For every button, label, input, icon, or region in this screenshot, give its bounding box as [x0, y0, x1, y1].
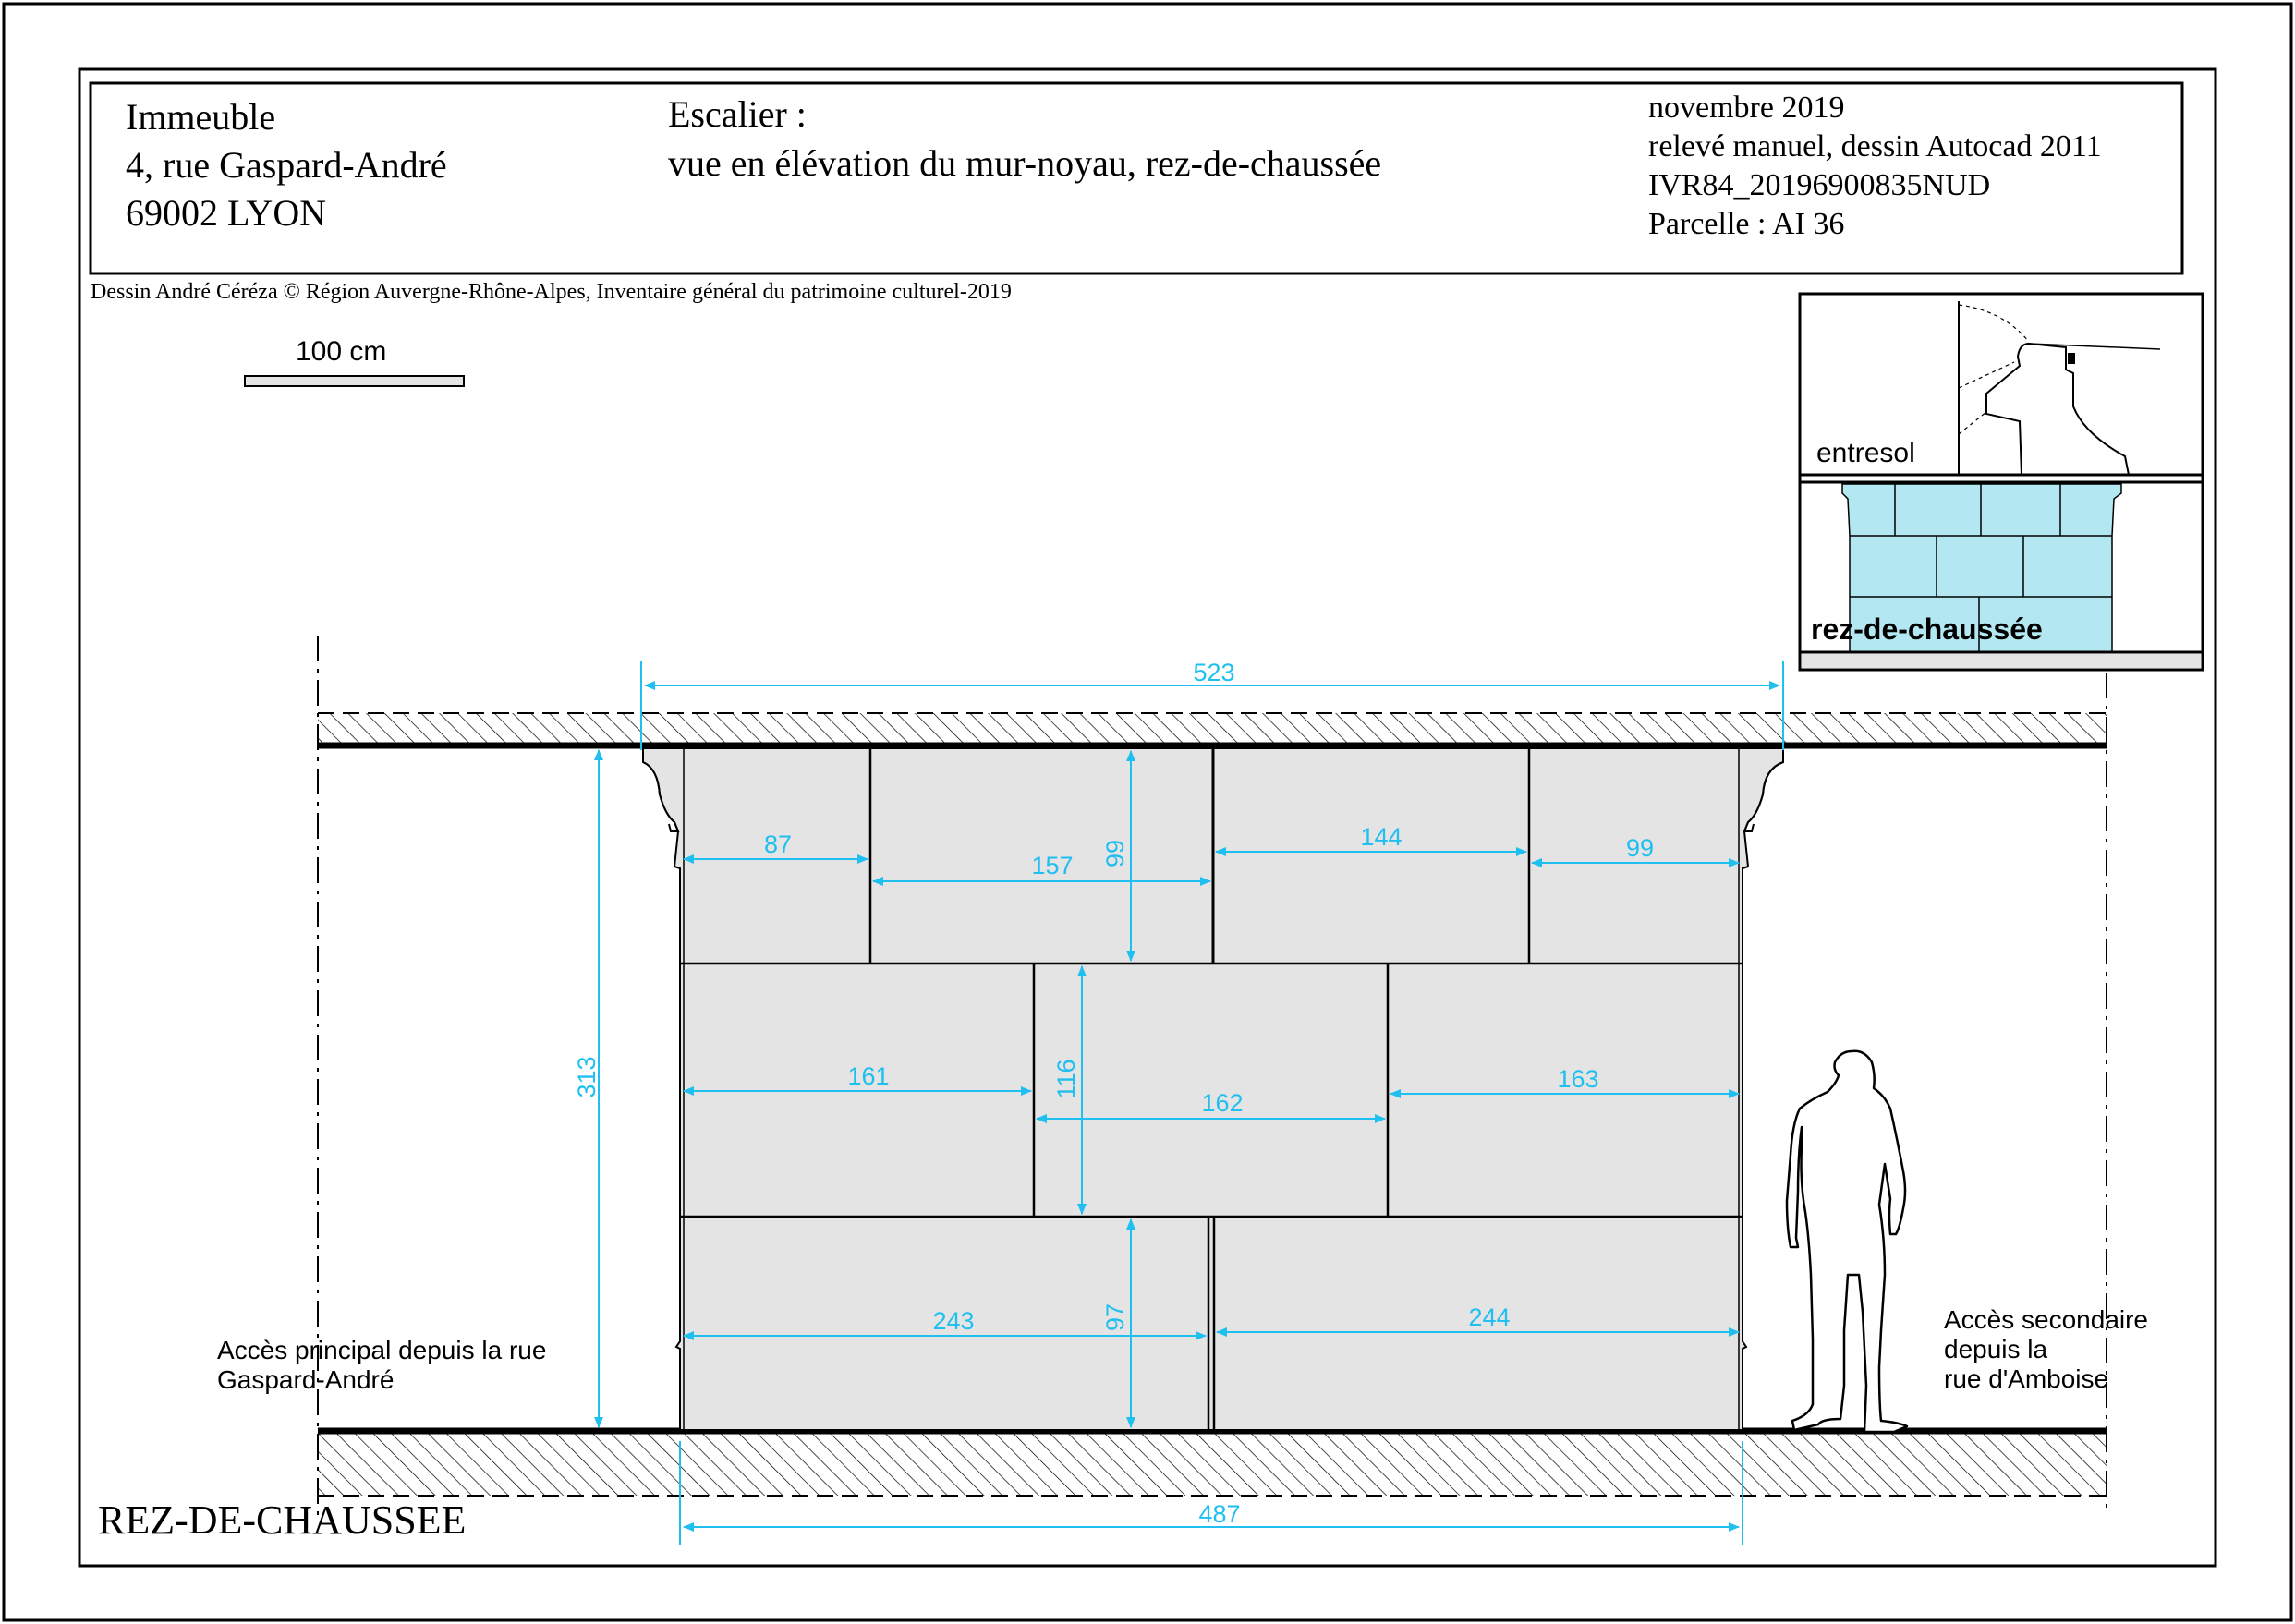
dim-r1-3: 144 [1360, 823, 1402, 851]
scale-bar [245, 336, 464, 386]
svg-text:Accès principal depuis la rue [217, 1336, 553, 1394]
dim-r2-1: 161 [847, 1062, 890, 1090]
person-figure-icon [1787, 1051, 1907, 1432]
building-line-3: 69002 LYON [126, 192, 327, 234]
scale-bar-label: 100 cm [296, 336, 387, 367]
building-line-2: 4, rue Gaspard-André [126, 144, 447, 186]
inset-upper-label: entresol [1816, 438, 1915, 468]
credit-line: Dessin André Céréza © Région Auvergne-Rhône-Alpes, Inventaire général du patrimoine culturel-2019 [91, 280, 1012, 304]
dim-height: 313 [573, 1056, 601, 1098]
right-access-line-3: rue d'Amboise [1944, 1364, 2109, 1393]
dim-r2-height: 116 [1052, 1059, 1080, 1099]
ceiling-slab [318, 713, 2107, 745]
right-access-line-1: Accès secondaire [1944, 1305, 2149, 1334]
dim-r2-2: 162 [1201, 1089, 1244, 1117]
dim-r1-4: 99 [1625, 834, 1655, 862]
dim-r1-2: 157 [1031, 852, 1074, 879]
dim-r2-3: 163 [1557, 1065, 1599, 1093]
dim-r3-1: 243 [932, 1307, 975, 1335]
subject-line-1: Escalier : [668, 93, 807, 135]
meta-method: relevé manuel, dessin Autocad 2011 [1648, 129, 2102, 164]
svg-text:Accès secondaire depuis [1944, 1305, 2155, 1393]
svg-text:Escalier : vue en élévat [668, 93, 1381, 184]
dim-top-total: 523 [1193, 659, 1235, 686]
left-access-line-2: Gaspard-André [217, 1365, 395, 1394]
level-label: REZ-DE-CHAUSSEE [98, 1497, 467, 1543]
subject-line-2: vue en élévation du mur-noyau, rez-de-chaussée [668, 142, 1382, 184]
left-access-line-1: Accès principal depuis la rue [217, 1336, 547, 1364]
inset-lower-label: rez-de-chaussée [1811, 612, 2043, 646]
dim-r1-1: 87 [763, 830, 793, 858]
svg-text:novembre 2019 relevé man [1648, 91, 2109, 241]
dim-r3-2: 244 [1468, 1303, 1511, 1331]
title-block [91, 83, 2182, 273]
meta-date: novembre 2019 [1648, 91, 1845, 125]
location-inset [1800, 294, 2203, 670]
meta-parcel: Parcelle : AI 36 [1648, 207, 1845, 241]
dim-r3-height: 97 [1101, 1303, 1129, 1332]
building-line-1: Immeuble [126, 96, 276, 138]
dim-bottom-total: 487 [1198, 1500, 1241, 1528]
scale-bar-rule [245, 376, 464, 386]
dim-r1-height: 99 [1101, 839, 1129, 868]
floor-slab [318, 1431, 2107, 1496]
meta-reference: IVR84_20196900835NUD [1648, 168, 1991, 202]
right-access-line-2: depuis la [1944, 1335, 2048, 1363]
svg-text:Immeuble 4, rue Gaspard- [126, 96, 456, 234]
